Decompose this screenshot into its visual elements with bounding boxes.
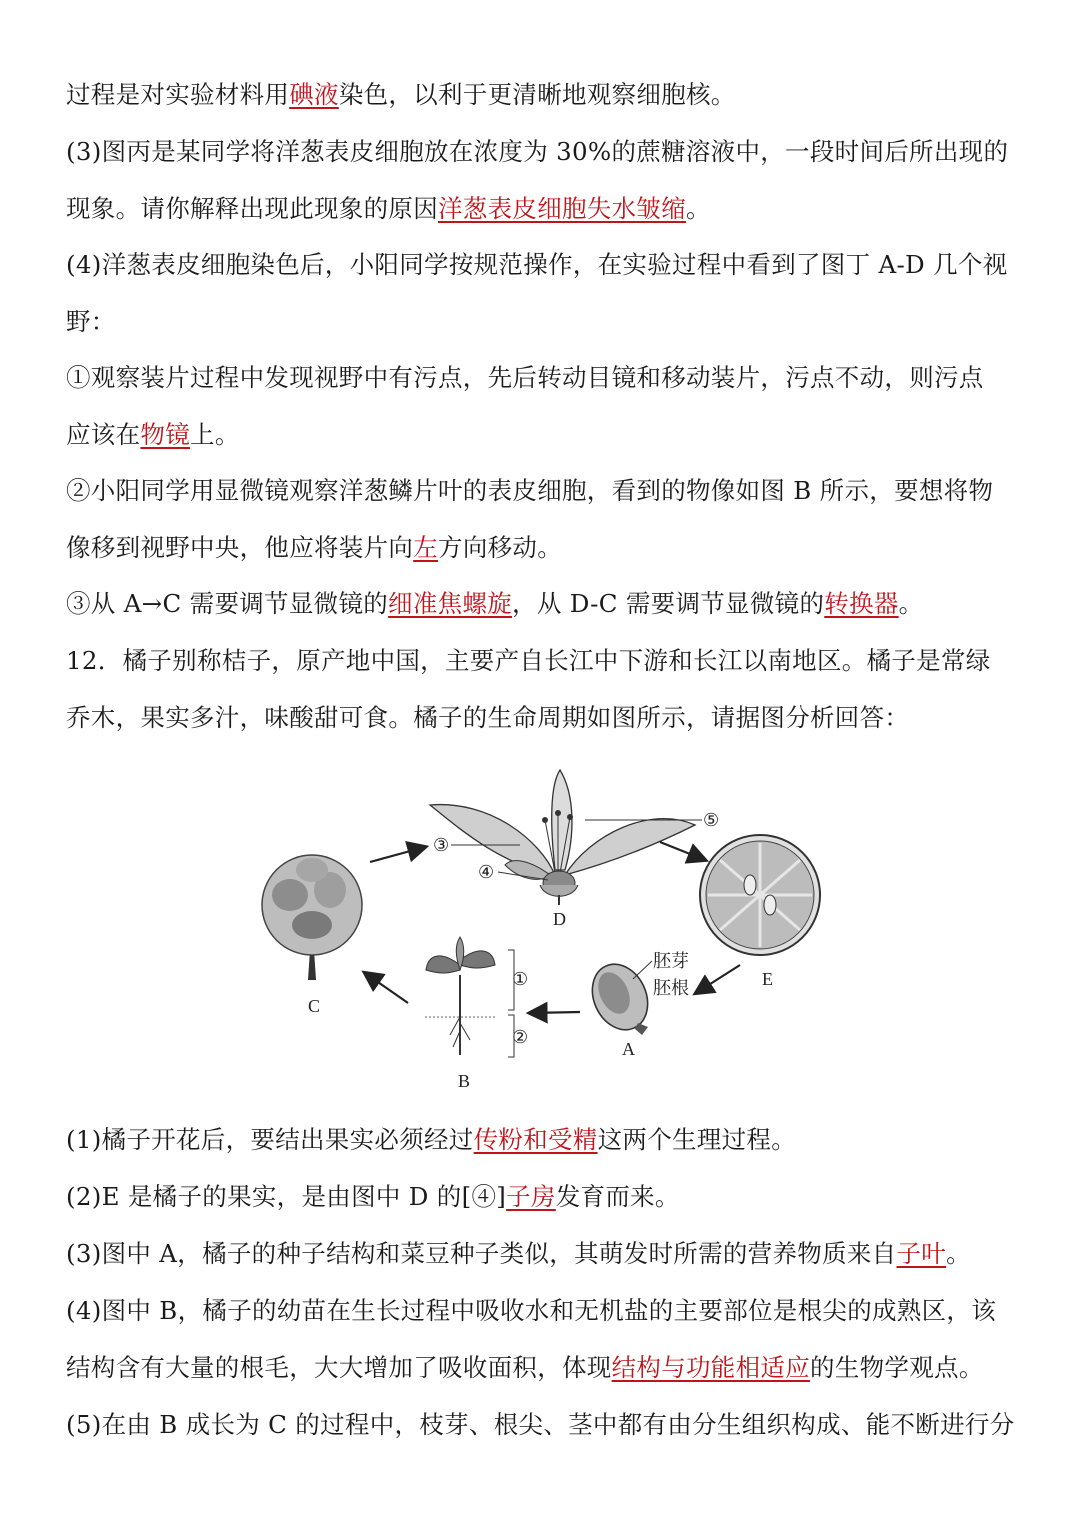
label-E: E <box>762 969 773 989</box>
arrow <box>365 973 408 1003</box>
answer: 转换器 <box>824 589 899 618</box>
tree-illustration <box>262 855 362 980</box>
text-line-4: (4)洋葱表皮细胞染色后，小阳同学按规范操作，在实验过程中看到了图丁 A-D 几个视 <box>66 250 1008 279</box>
marker-3: ③ <box>433 835 450 855</box>
marker-4: ④ <box>478 862 495 882</box>
answer: 细准焦螺旋 <box>388 589 513 618</box>
label-B: B <box>458 1071 471 1091</box>
answer: 传粉和受精 <box>473 1125 598 1154</box>
answer: 洋葱表皮细胞失水皱缩 <box>438 194 686 223</box>
text-line-13: (1)橘子开花后，要结出果实必须经过传粉和受精这两个生理过程。 <box>66 1125 797 1154</box>
answer: 子房 <box>506 1182 556 1211</box>
text-line-8: ②小阳同学用显微镜观察洋葱鳞片叶的表皮细胞，看到的物像如图 B 所示，要想将物 <box>66 476 994 505</box>
label-C: C <box>308 996 321 1016</box>
arrow <box>370 847 425 862</box>
text-line-5: 野： <box>66 307 116 336</box>
text-line-17: 结构含有大量的根毛，大大增加了吸收面积，体现结构与功能相适应的生物学观点。 <box>66 1353 984 1382</box>
text-line-1: 过程是对实验材料用碘液染色，以利于更清晰地观察细胞核。 <box>66 80 736 109</box>
text-line-12: 乔木，果实多汁，味酸甜可食。橘子的生命周期如图所示，请据图分析回答： <box>66 703 910 732</box>
seedling-illustration <box>425 937 495 1055</box>
text-line-7: 应该在物镜上。 <box>66 420 240 449</box>
answer: 物镜 <box>140 420 191 449</box>
marker-2: ② <box>512 1027 529 1047</box>
marker-5: ⑤ <box>703 810 720 830</box>
text-line-15: (3)图中 A，橘子的种子结构和菜豆种子类似，其萌发时所需的营养物质来自子叶。 <box>66 1239 971 1268</box>
fruit-cross-section-illustration <box>700 835 820 955</box>
text-line-3: 现象。请你解释出现此现象的原因洋葱表皮细胞失水皱缩。 <box>66 194 711 223</box>
arrow <box>660 842 705 860</box>
text-line-11: 12．橘子别称桔子，原产地中国，主要产自长江中下游和长江以南地区。橘子是常绿 <box>66 646 991 675</box>
answer: 结构与功能相适应 <box>611 1353 811 1382</box>
flower-illustration <box>430 770 695 905</box>
seed-label-bud: 胚芽 <box>653 951 689 971</box>
label-D: D <box>553 909 566 929</box>
seed-illustration <box>582 955 658 1039</box>
text-line-16: (4)图中 B，橘子的幼苗在生长过程中吸收水和无机盐的主要部位是根尖的成熟区，该 <box>66 1296 996 1325</box>
seed-label-root: 胚根 <box>653 978 689 998</box>
arrow <box>530 1012 580 1013</box>
answer: 左 <box>413 533 439 562</box>
label-A: A <box>622 1039 635 1059</box>
text-line-14: (2)E 是橘子的果实，是由图中 D 的[④]子房发育而来。 <box>66 1182 680 1211</box>
text-line-2: (3)图丙是某同学将洋葱表皮细胞放在浓度为 30%的蔗糖溶液中，一段时间后所出现的 <box>66 137 1009 166</box>
text-line-6: ①观察装片过程中发现视野中有污点，先后转动目镜和移动装片，污点不动，则污点 <box>66 363 984 392</box>
orange-life-cycle-figure <box>250 765 773 1105</box>
text-line-18: (5)在由 B 成长为 C 的过程中，枝芽、根尖、茎中都有由分生组织构成、能不断进行分 <box>66 1410 1015 1439</box>
arrow <box>696 965 740 993</box>
answer: 子叶 <box>896 1239 947 1268</box>
text-line-9: 像移到视野中央，他应将装片向左方向移动。 <box>66 533 563 562</box>
answer: 碘液 <box>289 80 339 109</box>
marker-1: ① <box>512 969 529 989</box>
text-line-10: ③从 A→C 需要调节显微镜的细准焦螺旋，从 D-C 需要调节显微镜的转换器。 <box>66 589 924 618</box>
